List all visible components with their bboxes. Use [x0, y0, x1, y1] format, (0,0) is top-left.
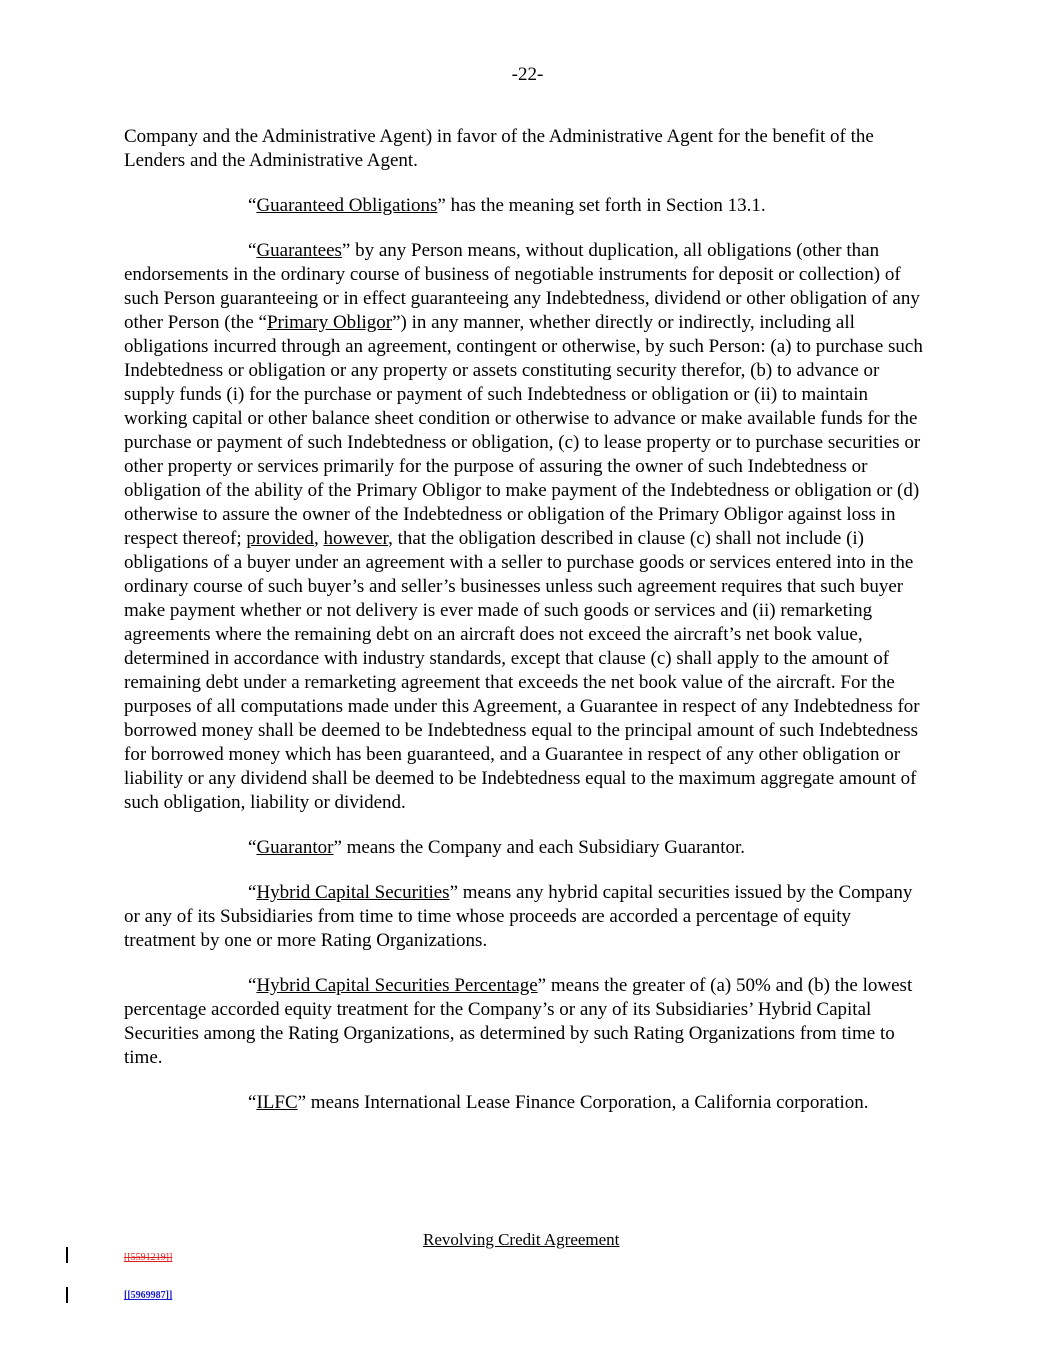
defined-term: Guaranteed Obligations	[256, 195, 438, 216]
text: “	[248, 882, 257, 903]
definition-ilfc	[124, 1091, 926, 1115]
text: ” means any hybrid capital securities issued by the Company or any of its Subsidiaries from time to time whose proceeds are accorded a percentage of equity treatment by one or more Rating Organizations.	[124, 882, 913, 951]
emphasis-term: provided	[246, 528, 314, 549]
text: ” by any Person means, without duplication, all obligations (other than endorsements in the ordinary course of business of negotiable instruments for deposit or collection) of such Person guaranteeing or in effect guaranteeing any Indebtedness, dividend or other obligation of any other Person (the “	[124, 240, 920, 333]
text: ,	[313, 528, 324, 549]
text: ” means the greater of (a) 50% and (b) the lowest percentage accorded equity treatment for the Company’s or any of its Subsidiaries’ Hybrid Capital Securities among the Rating Organizations, as determined by such Rating Organizations from time to time.	[124, 975, 913, 1068]
inserted-document-code: [[5969987]]	[124, 1290, 173, 1301]
text: “	[248, 975, 257, 996]
text: “	[248, 195, 257, 216]
definition-guarantees	[124, 239, 926, 815]
definition-hybrid-capital-securities	[124, 881, 926, 953]
text: ” means the Company and each Subsidiary Guarantor.	[333, 837, 746, 858]
defined-term: Guarantor	[256, 837, 334, 858]
text: ” means International Lease Finance Corporation, a California corporation.	[297, 1092, 869, 1113]
paragraph-continuation	[124, 125, 926, 173]
definition-guarantor	[124, 836, 926, 860]
defined-term: Hybrid Capital Securities	[256, 882, 450, 903]
definition-guaranteed-obligations	[124, 194, 926, 218]
emphasis-term: however	[323, 528, 389, 549]
definition-hybrid-capital-securities-percentage	[124, 974, 926, 1070]
defined-term: Primary Obligor	[266, 312, 393, 333]
defined-term: Hybrid Capital Securities Percentage	[256, 975, 538, 996]
text: ”) in any manner, whether directly or indirectly, including all obligations incurred through an agreement, contingent or otherwise, by such Person: (a) to purchase such Indebtedness or obligation or any property or assets constituting security therefor, (b) to advance or supply funds (i) for the purchase or payment of such Indebtedness or obligation or (ii) to maintain working capital or other balance sheet condition or otherwise to advance or make available funds for the purchase or payment of such Indebtedness or obligation, (c) to lease property or to purchase securities or other property or services primarily for the purpose of assuring the owner of such Indebtedness or obligation of the ability of the Primary Obligor to make payment of the Indebtedness or obligation or (d) otherwise to assure the owner of the Indebtedness or obligation of the Primary Obligor against loss in respect thereof;	[124, 312, 923, 549]
text: “	[248, 1092, 257, 1113]
text: ” has the meaning set forth in Section 13.1.	[437, 195, 766, 216]
page-number: -22-	[511, 64, 544, 85]
defined-term: ILFC	[256, 1092, 298, 1113]
change-bar	[66, 1287, 68, 1303]
text: “	[248, 240, 257, 261]
text: , that the obligation described in clause (c) shall not include (i) obligations of a buyer under an agreement with a seller to purchase goods or services entered into in the ordinary course of such buyer’s and seller’s businesses unless such agreement requires that such buyer make payment whether or not delivery is ever made of such goods or services and (ii) remarketing agreements where the remaining debt on an aircraft does not exceed the aircraft’s net book value, determined in accordance with industry standards, except that clause (c) shall apply to the amount of remaining debt under a remarketing agreement that exceeds the net book value of the aircraft. For the purposes of all computations made under this Agreement, a Guarantee in respect of any Indebtedness for borrowed money shall be deemed to be Indebtedness equal to the principal amount of such Indebtedness for borrowed money which has been guaranteed, and a Guarantee in respect of any other obligation or liability or any dividend shall be deemed to be Indebtedness equal to the maximum aggregate amount of such obligation, liability or dividend.	[124, 528, 920, 813]
change-bar	[66, 1247, 68, 1263]
defined-term: Guarantees	[256, 240, 342, 261]
footer-title: Revolving Credit Agreement	[423, 1230, 620, 1249]
text: “	[248, 837, 257, 858]
deleted-document-code: [[5591219]]	[124, 1252, 173, 1263]
text: Company and the Administrative Agent) in favor of the Administrative Agent for the benefit of the Lenders and the Administrative Agent.	[124, 126, 874, 171]
document-body	[124, 125, 926, 1136]
